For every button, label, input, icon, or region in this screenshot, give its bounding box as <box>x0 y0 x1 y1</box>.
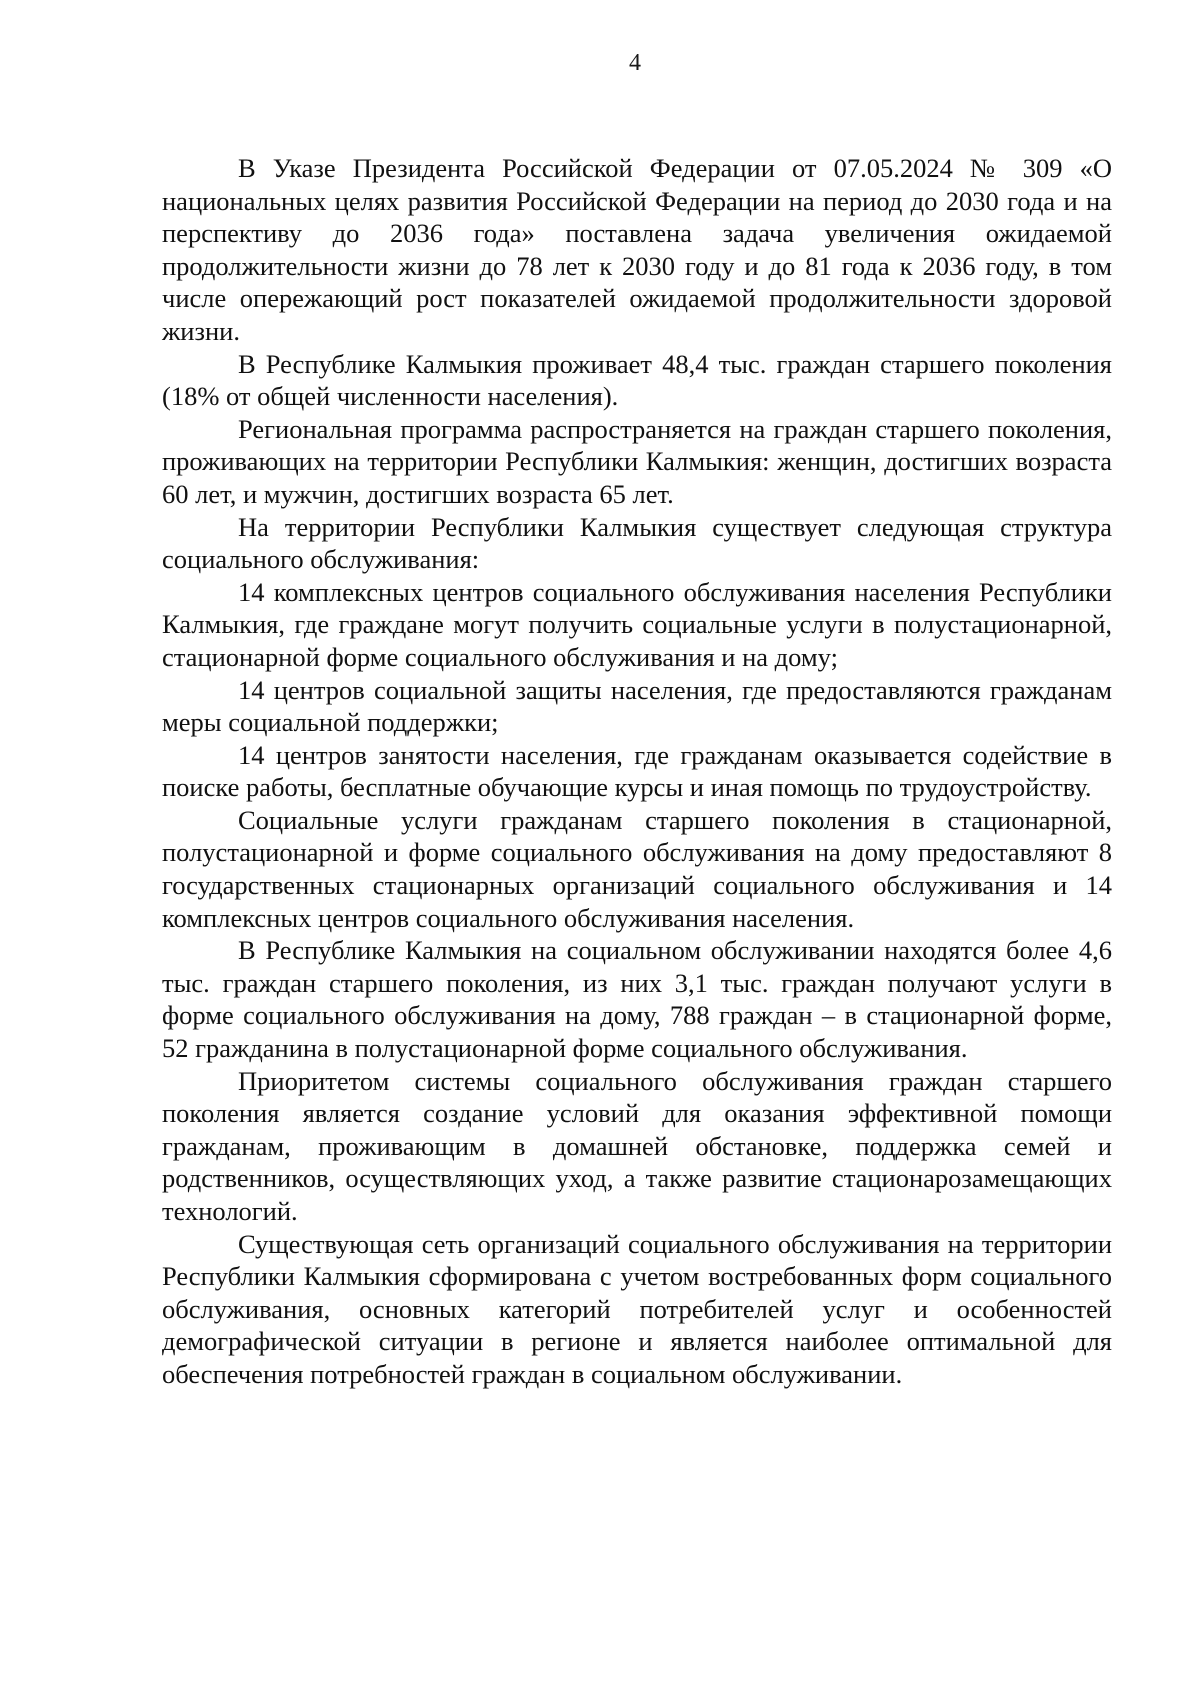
paragraph-complex-centers: 14 комплексных центров социального обслуживания населения Республики Калмыкия, где граждане могут получить социальные услуги в полустационарной, стационарной форме социального обслуживания и на дому; <box>162 576 1112 672</box>
page-number: 4 <box>629 50 641 76</box>
paragraph-service-statistics: В Республике Калмыкия на социальном обслуживании находятся более 4,6 тыс. граждан старшего поколения, из них 3,1 тыс. граждан получают услуги в форме социального обслуживания на дому, 788 граждан – в стационарной форме, 52 гражданина в полустационарной форме социального обслуживания. <box>162 935 1112 1064</box>
paragraph-national-goals: В Указе Президента Российской Федерации от 07.05.2024 № 309 «О национальных целях развития Российской Федерации на период до 2030 года и на перспективу до 2036 года» поставлена задача увеличения ожидаемой продолжительности жизни до 78 лет к 2030 году и до 81 года к 2036 году, в том числе опережающий рост показателей ожидаемой продолжительности здоровой жизни. <box>162 153 1112 346</box>
paragraph-population: В Республике Калмыкия проживает 48,4 тыс. граждан старшего поколения (18% от общей численности населения). <box>162 348 1112 412</box>
paragraph-social-protection-centers: 14 центров социальной защиты населения, где предоставляются гражданам меры социальной поддержки; <box>162 674 1112 738</box>
document-body <box>162 152 1112 1391</box>
paragraph-network: Существующая сеть организаций социального обслуживания на территории Республики Калмыкия сформирована с учетом востребованных форм социального обслуживания, основных категорий потребителей услуг и особенностей демографической ситуации в регионе и является наиболее оптимальной для обеспечения потребностей граждан в социальном обслуживании. <box>162 1228 1112 1389</box>
paragraph-employment-centers: 14 центров занятости населения, где гражданам оказывается содействие в поиске работы, бесплатные обучающие курсы и иная помощь по трудоустройству. <box>162 739 1112 803</box>
paragraph-program-scope: Региональная программа распространяется на граждан старшего поколения, проживающих на территории Республики Калмыкия: женщин, достигших возраста 60 лет, и мужчин, достигших возраста 65 лет. <box>162 413 1112 509</box>
paragraph-service-providers: Социальные услуги гражданам старшего поколения в стационарной, полустационарной и форме социального обслуживания на дому предоставляют 8 государственных стационарных организаций социального обслуживания и 14 комплексных центров социального обслуживания населения. <box>162 804 1112 933</box>
paragraph-structure-intro: На территории Республики Калмыкия существует следующая структура социального обслуживания: <box>162 511 1112 575</box>
paragraph-priorities: Приоритетом системы социального обслуживания граждан старшего поколения является создание условий для оказания эффективной помощи гражданам, проживающим в домашней обстановке, поддержка семей и родственников, осуществляющих уход, а также развитие стационарозамещающих технологий. <box>162 1065 1112 1226</box>
